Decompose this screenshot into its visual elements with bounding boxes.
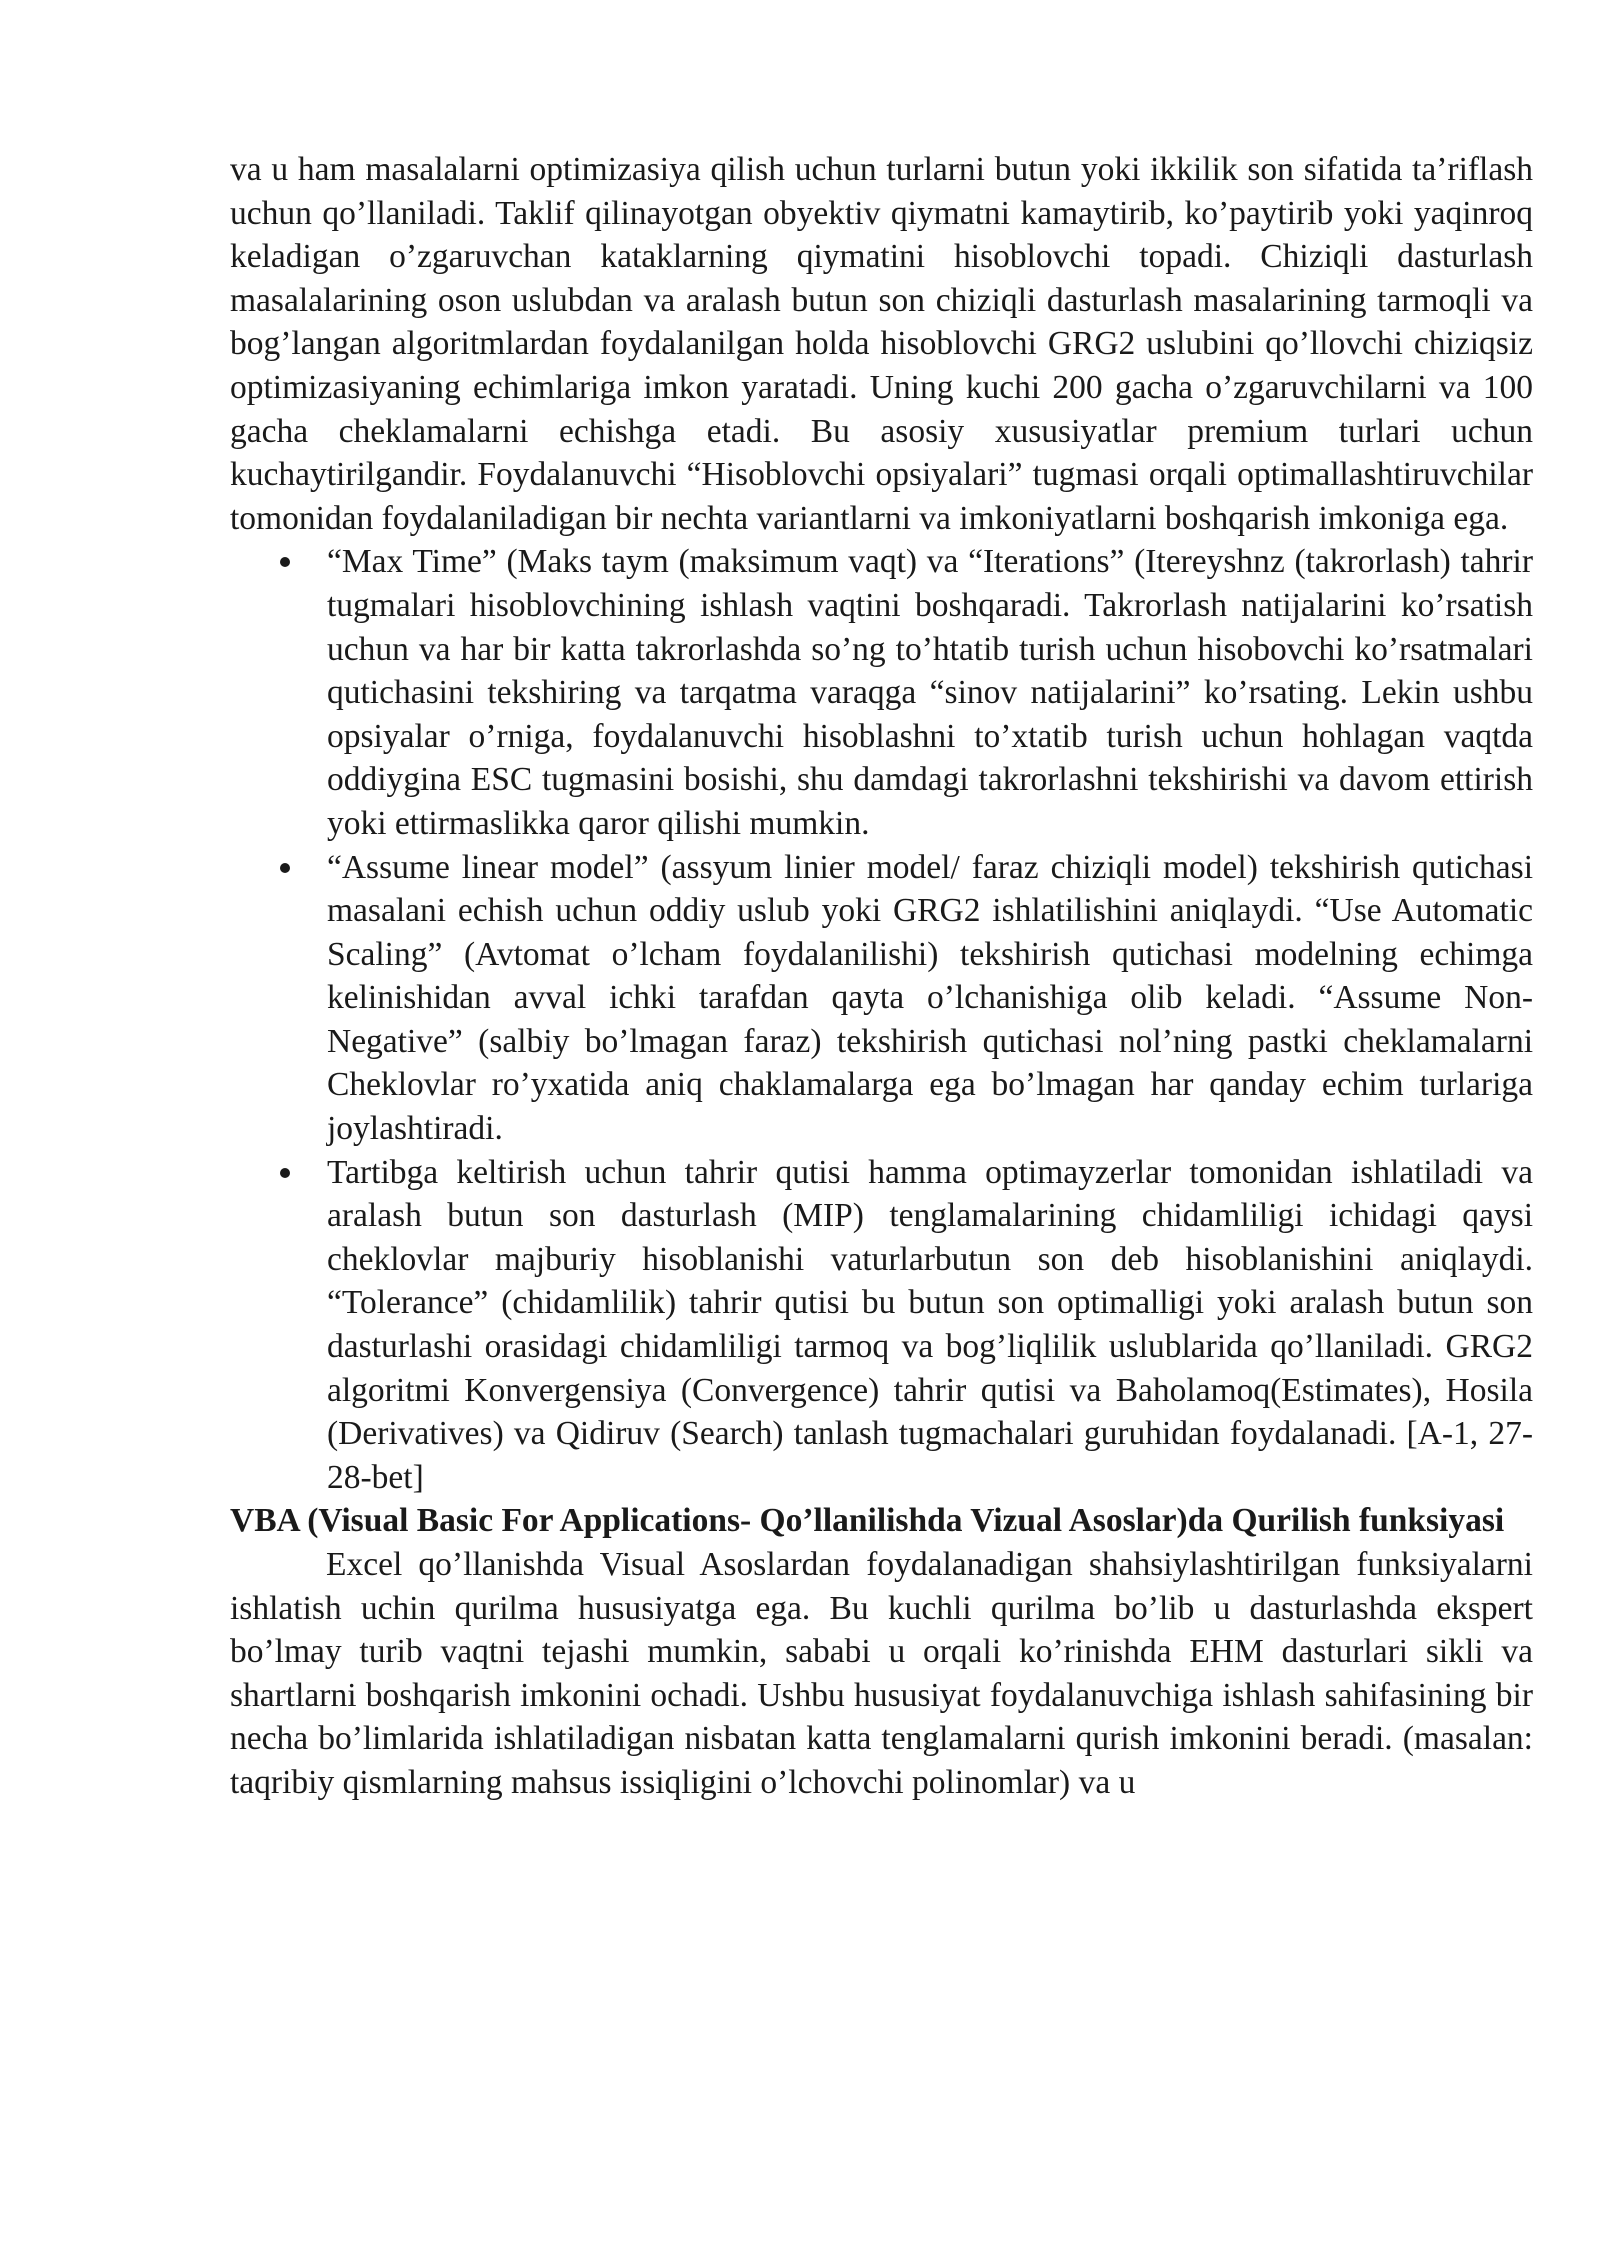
section-heading: VBA (Visual Basic For Applications- Qo’llanilishda Vizual Asoslar)da Qurilish funksiyasi — [230, 1502, 1505, 1540]
intro-paragraph: va u ham masalalarni optimizasiya qilish uchun turlarni butun yoki ikkilik son sifatida ta’riflash uchun qo’llaniladi. Taklif qilinayotgan obyektiv qiymatni kamaytirib, ko’paytirib yoki yaqinroq keladigan o’zgaruvchan kataklarning qiymatini hisoblovchi topadi. Chiziqli dasturlash masalalarining oson uslubdan va aralash butun son chiziqli dasturlash masalarining tarmoqli va bog’langan algoritmlardan foydalanilgan holda hisoblovchi GRG2 uslubini qo’llovchi chiziqsiz optimizasiyaning echimlariga imkon yaratadi. Uning kuchi 200 gacha o’zgaruvchilarni va 100 gacha cheklamalarni echishga etadi. Bu asosiy xususiyatlar premium turlari uchun kuchaytirilgandir. Foydalanuvchi “Hisoblovchi opsiyalari” tugmasi orqali optimallashtiruvchilar tomonidan foydalaniladigan bir nechta variantlarni va imkoniyatlarni boshqarish imkoniga ega. — [230, 151, 1533, 537]
list-item — [230, 1151, 1533, 1500]
bullet-text: Tartibga keltirish uchun tahrir qutisi hamma optimayzerlar tomonidan ishlatiladi va aralash butun son dasturlash (MIP) tenglamalarining chidamliligi ichidagi qaysi cheklovlar majburiy hisoblanishi vaturlarbutun son deb hisoblanishini aniqlaydi. “Tolerance” (chidamlilik) tahrir qutisi bu butun son optimalligi yoki aralash butun son dasturlashi orasidagi chidamliligi tarmoq va bog’liqlilik uslublarida qo’llaniladi. GRG2 algoritmi Konvergensiya (Convergence) tahrir qutisi va Baholamoq(Estimates), Hosila (Derivatives) va Qidiruv (Search) tanlash tugmachalari guruhidan foydalanadi. [A-1, 27-28-bet] — [327, 1153, 1533, 1496]
bullet-dot-icon — [280, 1168, 290, 1178]
document-page — [230, 148, 1533, 1805]
bullet-dot-icon — [280, 863, 290, 873]
bullet-list — [230, 540, 1533, 1499]
list-item — [230, 846, 1533, 1151]
bullet-text: “Max Time” (Maks taym (maksimum vaqt) va “Iterations” (Itereyshnz (takrorlash) tahrir tugmalari hisoblovchining ishlash vaqtini boshqaradi. Takrorlash natijalarini ko’rsatish uchun va har bir katta takrorlashda so’ng to’htatib turish uchun hisobovchi ko’rsatmalari qutichasini tekshiring va tarqatma varaqga “sinov natijalarini” ko’rsating. Lekin ushbu opsiyalar o’rniga, foydalanuvchi hisoblashni to’xtatib turish uchun hohlagan vaqtda oddiygina ESC tugmasini bosishi, shu damdagi takrorlashni tekshirishi va davom ettirish yoki ettirmaslikka qaror qilishi mumkin. — [327, 543, 1533, 842]
list-item — [230, 540, 1533, 845]
section-body-paragraph: Excel qo’llanishda Visual Asoslardan foydalanadigan shahsiylashtirilgan funksiyalarni ishlatish uchin qurilma hususiyatga ega. Bu kuchli qurilma bo’lib u dasturlashda ekspert bo’lmay turib vaqtni tejashi mumkin, sababi u orqali ko’rinishda EHM dasturlari sikli va shartlarni boshqarish imkonini ochadi. Ushbu hususiyat foydalanuvchiga ishlash sahifasining bir necha bo’limlarida ishlatiladigan nisbatan katta tenglamalarni qurish imkonini beradi. (masalan: taqribiy qismlarning mahsus issiqligini o’lchovchi polinomlar) va u — [230, 1546, 1533, 1801]
bullet-text: “Assume linear model” (assyum linier model/ faraz chiziqli model) tekshirish qutichasi masalani echish uchun oddiy uslub yoki GRG2 ishlatilishini aniqlaydi. “Use Automatic Scaling” (Avtomat o’lcham foydalanilishi) tekshirish qutichasi modelning echimga kelinishidan avval ichki tarafdan qayta o’lchanishiga olib keladi. “Assume Non-Negative” (salbiy bo’lmagan faraz) tekshirish qutichasi nol’ning pastki cheklamalarni Cheklovlar ro’yxatida aniq chaklamalarga ega bo’lmagan har qanday echim turlariga joylashtiradi. — [327, 848, 1533, 1148]
bullet-dot-icon — [280, 557, 290, 567]
